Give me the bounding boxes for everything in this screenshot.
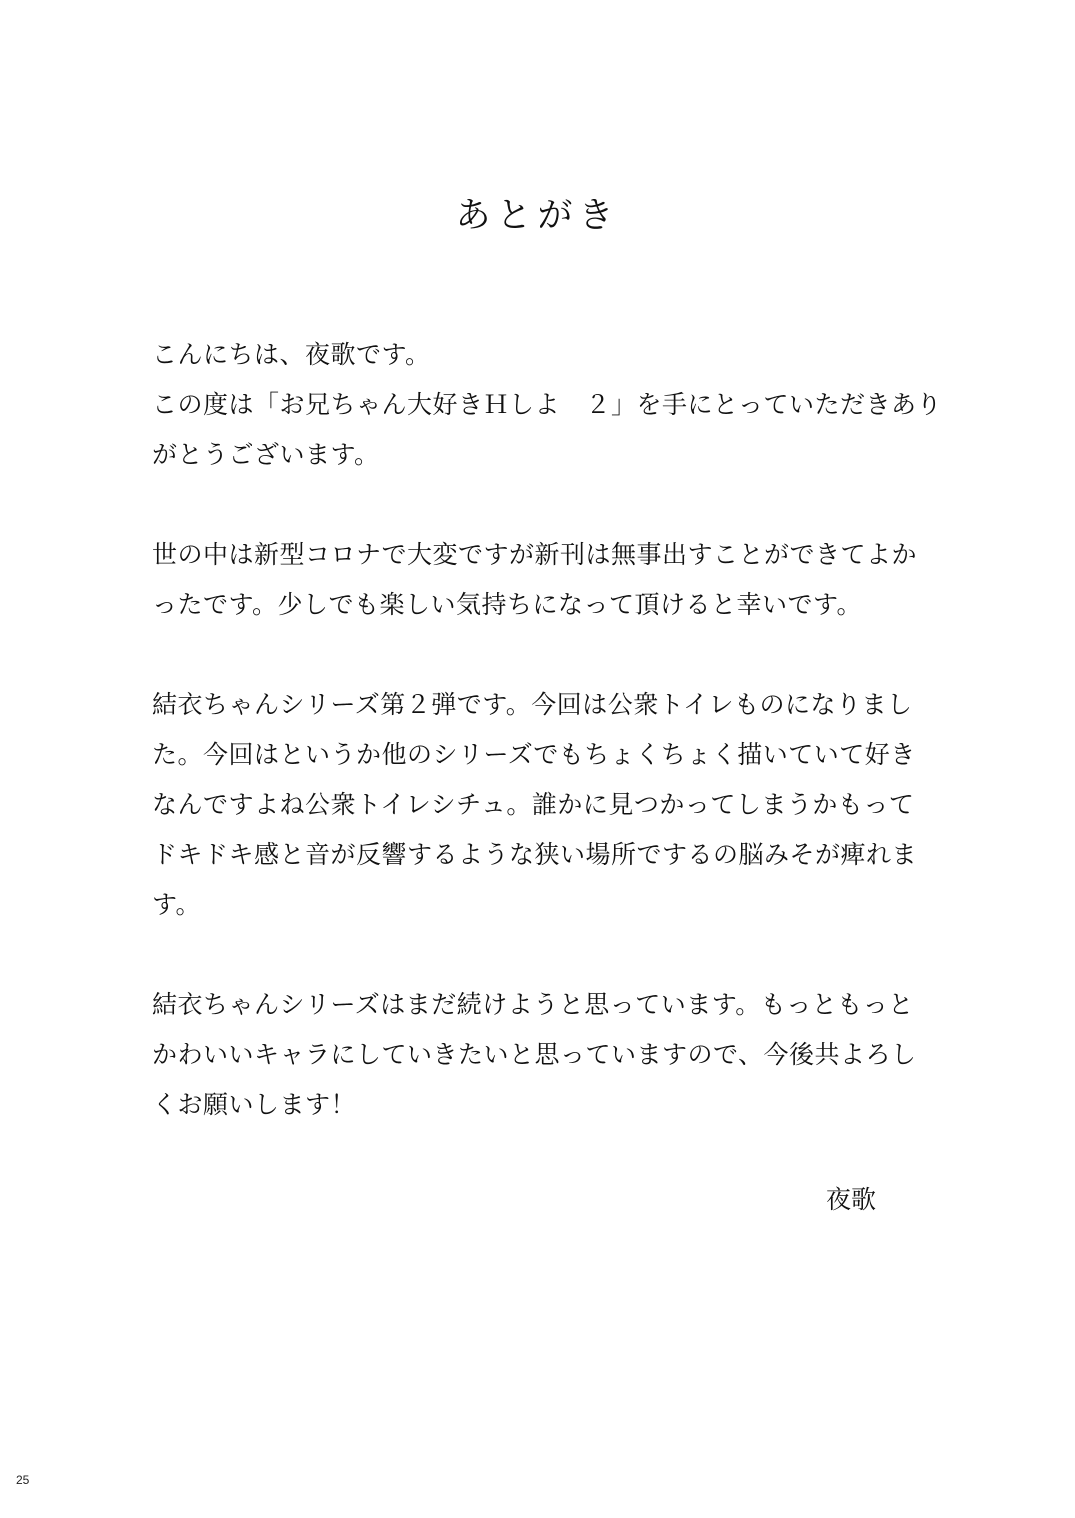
author-signature: 夜歌	[826, 1185, 877, 1214]
paragraph-spacer	[152, 930, 932, 980]
text-line: ったです。少しでも楽しい気持ちになって頂けると幸いです。	[152, 590, 863, 619]
paragraph-spacer	[152, 480, 932, 530]
text-line: なんですよね公衆トイレシチュ。誰かに見つかってしまうかもって	[152, 790, 915, 819]
paragraph-greeting	[152, 330, 943, 480]
paragraph-release-note	[152, 530, 932, 630]
text-line: くお願いします！	[152, 1090, 357, 1119]
text-line: 結衣ちゃんシリーズはまだ続けようと思っています。もっともっと	[152, 990, 914, 1019]
text-line: 世の中は新型コロナで大変ですが新刊は無事出すことができてよか	[152, 540, 918, 569]
text-line: す。	[152, 890, 202, 919]
paragraph-spacer	[152, 630, 932, 680]
text-line: こんにちは、夜歌です。	[152, 340, 431, 369]
afterword-body	[152, 330, 943, 1130]
text-line: かわいいキャラにしていきたいと思っていますので、今後共よろし	[152, 1040, 917, 1069]
page-title: あとがき	[455, 196, 620, 236]
paragraph-series-notes	[152, 680, 932, 930]
paragraph-closing	[152, 980, 932, 1130]
text-line: ドキドキ感と音が反響するような狭い場所でするの脳みそが痺れま	[152, 840, 918, 869]
page-number: 25	[16, 1473, 30, 1487]
text-line: 結衣ちゃんシリーズ第２弾です。今回は公衆トイレものになりまし	[152, 690, 913, 719]
text-line: た。今回はというか他のシリーズでもちょくちょく描いていて好き	[152, 740, 916, 769]
text-line: この度は「お兄ちゃん大好きＨしよ ２」を手にとっていただきあり	[152, 390, 943, 419]
text-line: がとうございます。	[152, 440, 380, 469]
